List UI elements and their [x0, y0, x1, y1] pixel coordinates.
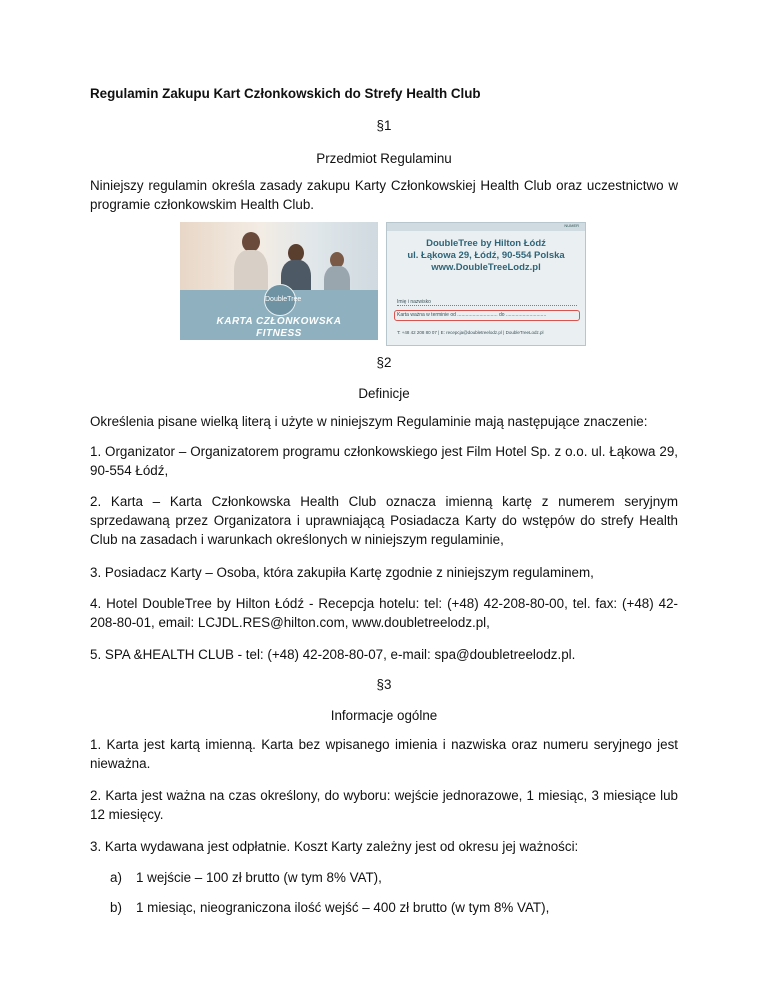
section-1-paragraph: Niniejszy regulamin określa zasady zakupu Karty Członkowskiej Health Club oraz uczestnictwo w programie członkowskim Health Club. [90, 178, 678, 212]
membership-card-front-image [180, 222, 378, 340]
general-info-item: 2. Karta jest ważna na czas określony, do wyboru: wejście jednorazowe, 1 miesiąc, 3 miesiące lub 12 miesięcy. [90, 788, 678, 822]
section-3-heading: Informacje ogólne [330, 708, 438, 723]
card-back-hotel-name: DoubleTree by Hilton Łódź [426, 238, 546, 249]
price-item-text: 1 wejście – 100 zł brutto (w tym 8% VAT), [136, 870, 382, 885]
card-front-line-2: FITNESS [256, 328, 302, 339]
general-info-item: 3. Karta wydawana jest odpłatnie. Koszt Karty zależny jest od okresu jej ważności: [90, 839, 579, 854]
card-back-top-bar [387, 223, 585, 231]
price-item-label: b) [110, 900, 122, 915]
section-2-intro: Określenia pisane wielką literą i użyte w niniejszym Regulaminie mają następujące znaczenie: [90, 414, 648, 429]
doubletree-logo: DoubleTree [264, 284, 296, 316]
card-back-footer: T: +48 42 208 80 07 | E: recepcja@doubletreelodz.pl | DoubleTreeLodz.pl [397, 330, 544, 335]
person-head-1 [242, 232, 260, 252]
document-title: Regulamin Zakupu Kart Członkowskich do Strefy Health Club [90, 86, 481, 101]
price-list-item [110, 898, 678, 917]
membership-card-back-image [386, 222, 586, 346]
definition-item: 3. Posiadacz Karty – Osoba, która zakupiła Kartę zgodnie z niniejszym regulaminem, [90, 565, 594, 580]
section-1-number: §1 [376, 118, 392, 133]
card-back-name-field: Imię i nazwisko [397, 299, 577, 306]
card-back-validity-field: Karta ważna w terminie od ............................. do ............................. [397, 312, 547, 318]
section-2-number: §2 [376, 355, 392, 370]
card-number-label: NUMER [564, 223, 579, 228]
section-3-number: §3 [376, 677, 392, 692]
definition-item: 5. SPA &HEALTH CLUB - tel: (+48) 42-208-80-07, e-mail: spa@doubletreelodz.pl. [90, 647, 576, 662]
definition-item: 1. Organizator – Organizatorem programu członkowskiego jest Film Hotel Sp. z o.o. ul. Łąkowa 29, 90-554 Łódź, [90, 444, 678, 478]
card-back-address: ul. Łąkowa 29, Łódź, 90-554 Polska [407, 250, 565, 261]
section-1-heading: Przedmiot Regulaminu [316, 151, 452, 166]
price-item-text: 1 miesiąc, nieograniczona ilość wejść – 400 zł brutto (w tym 8% VAT), [136, 900, 550, 915]
card-back-website: www.DoubleTreeLodz.pl [431, 262, 541, 273]
card-front-line-1: KARTA CZŁONKOWSKA [216, 316, 342, 327]
general-info-item: 1. Karta jest kartą imienną. Karta bez wpisanego imienia i nazwiska oraz numeru seryjnego jest nieważna. [90, 737, 678, 771]
section-2-heading: Definicje [358, 386, 410, 401]
definition-item: 2. Karta – Karta Członkowska Health Club oznacza imienną kartę z numerem seryjnym sprzedawaną przez Organizatora i uprawniającą Posiadacza Karty do wstępów do strefy Health Club na zasadach i warunkach określonych w niniejszym regulaminie, [90, 494, 678, 547]
price-list-item [110, 868, 678, 887]
price-item-label: a) [110, 870, 122, 885]
definition-item: 4. Hotel DoubleTree by Hilton Łódź - Recepcja hotelu: tel: (+48) 42-208-80-00, tel. fax: (+48) 42-208-80-01, email: LCJDL.RES@hilton.com, www.doubletreelodz.pl, [90, 596, 678, 630]
